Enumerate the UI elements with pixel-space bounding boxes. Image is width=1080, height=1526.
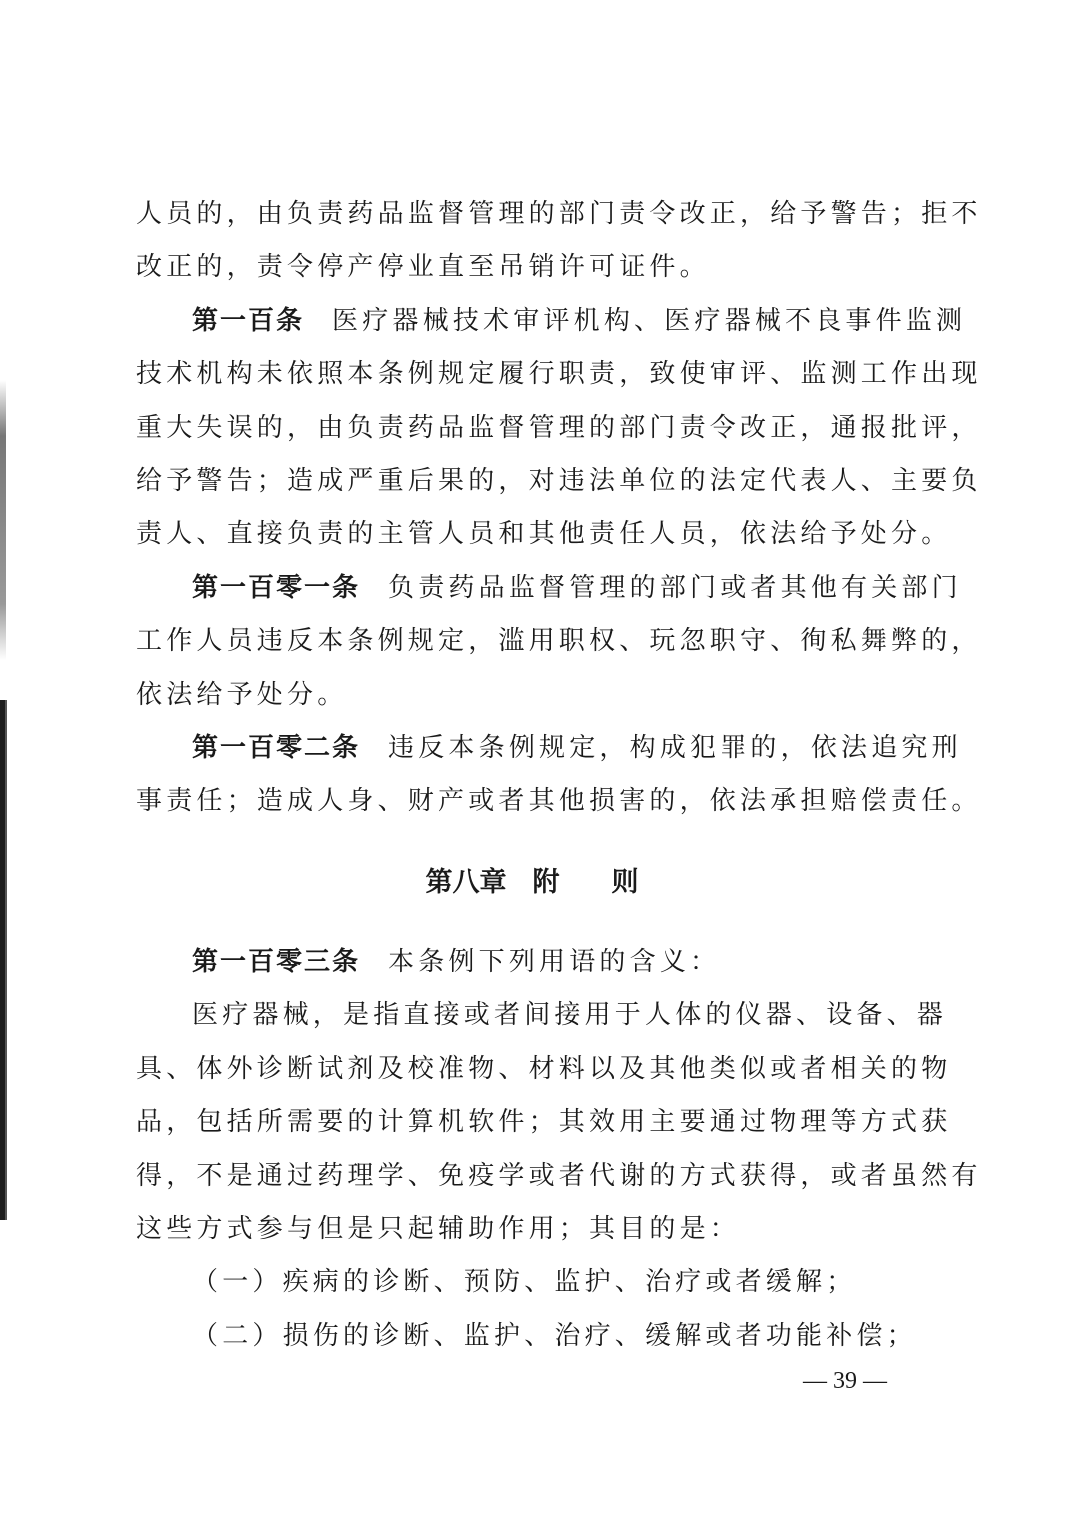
chapter-heading (136, 856, 928, 909)
article-103-first-line (136, 936, 928, 989)
text-line: 工作人员违反本条例规定，滥用职权、玩忽职守、徇私舞弊的， (136, 626, 982, 657)
article-label: 第一百条 (192, 305, 305, 336)
chapter-title-char: 附 (532, 866, 560, 898)
scan-shadow-edge (0, 380, 6, 660)
text-line: 医疗器械，是指直接或者间接用于人体的仪器、设备、器 (192, 1000, 948, 1031)
article-label: 第一百零三条 (192, 947, 361, 978)
text-line: 这些方式参与但是只起辅助作用；其目的是： (136, 1214, 741, 1245)
text-line: 事责任；造成人身、财产或者其他损害的，依法承担赔偿责任。 (136, 786, 982, 817)
text-span: 本条例下列用语的含义： (388, 947, 721, 978)
text-line: 得，不是通过药理学、免疫学或者代谢的方式获得，或者虽然有 (136, 1160, 982, 1191)
text-line: 具、体外诊断试剂及校准物、材料以及其他类似或者相关的物 (136, 1053, 952, 1084)
list-item: （一）疾病的诊断、预防、监护、治疗或者缓解； (192, 1267, 857, 1298)
article-100-first-line (136, 295, 967, 348)
chapter-number: 第八章 (425, 866, 507, 898)
page-number: — 39 — (803, 1368, 887, 1394)
scan-binding-edge (0, 700, 16, 1220)
text-line: 给予警告；造成严重后果的，对违法单位的法定代表人、主要负 (136, 465, 982, 496)
article-101-first-line (136, 562, 962, 615)
article-label: 第一百零一条 (192, 572, 361, 603)
text-line: 重大失误的，由负责药品监督管理的部门责令改正，通报批评， (136, 412, 982, 443)
list-item: （二）损伤的诊断、监护、治疗、缓解或者功能补偿； (192, 1320, 917, 1351)
body-text (136, 188, 982, 1363)
chapter-title-char: 则 (611, 866, 639, 898)
text-line: 依法给予处分。 (136, 679, 348, 710)
text-line: 技术机构未依照本条例规定履行职责，致使审评、监测工作出现 (136, 359, 982, 390)
text-span: 违反本条例规定，构成犯罪的，依法追究刑 (388, 732, 962, 763)
text-span: 负责药品监督管理的部门或者其他有关部门 (388, 572, 962, 603)
text-line: 品，包括所需要的计算机软件；其效用主要通过物理等方式获 (136, 1107, 952, 1138)
article-102-first-line (136, 722, 962, 775)
article-label: 第一百零二条 (192, 732, 361, 763)
text-line: 责人、直接负责的主管人员和其他责任人员，依法给予处分。 (136, 519, 952, 550)
text-line: 人员的，由负责药品监督管理的部门责令改正，给予警告；拒不 (136, 199, 982, 229)
text-line: 改正的，责令停产停业直至吊销许可证件。 (136, 252, 710, 283)
text-span: 医疗器械技术审评机构、医疗器械不良事件监测 (332, 305, 967, 336)
